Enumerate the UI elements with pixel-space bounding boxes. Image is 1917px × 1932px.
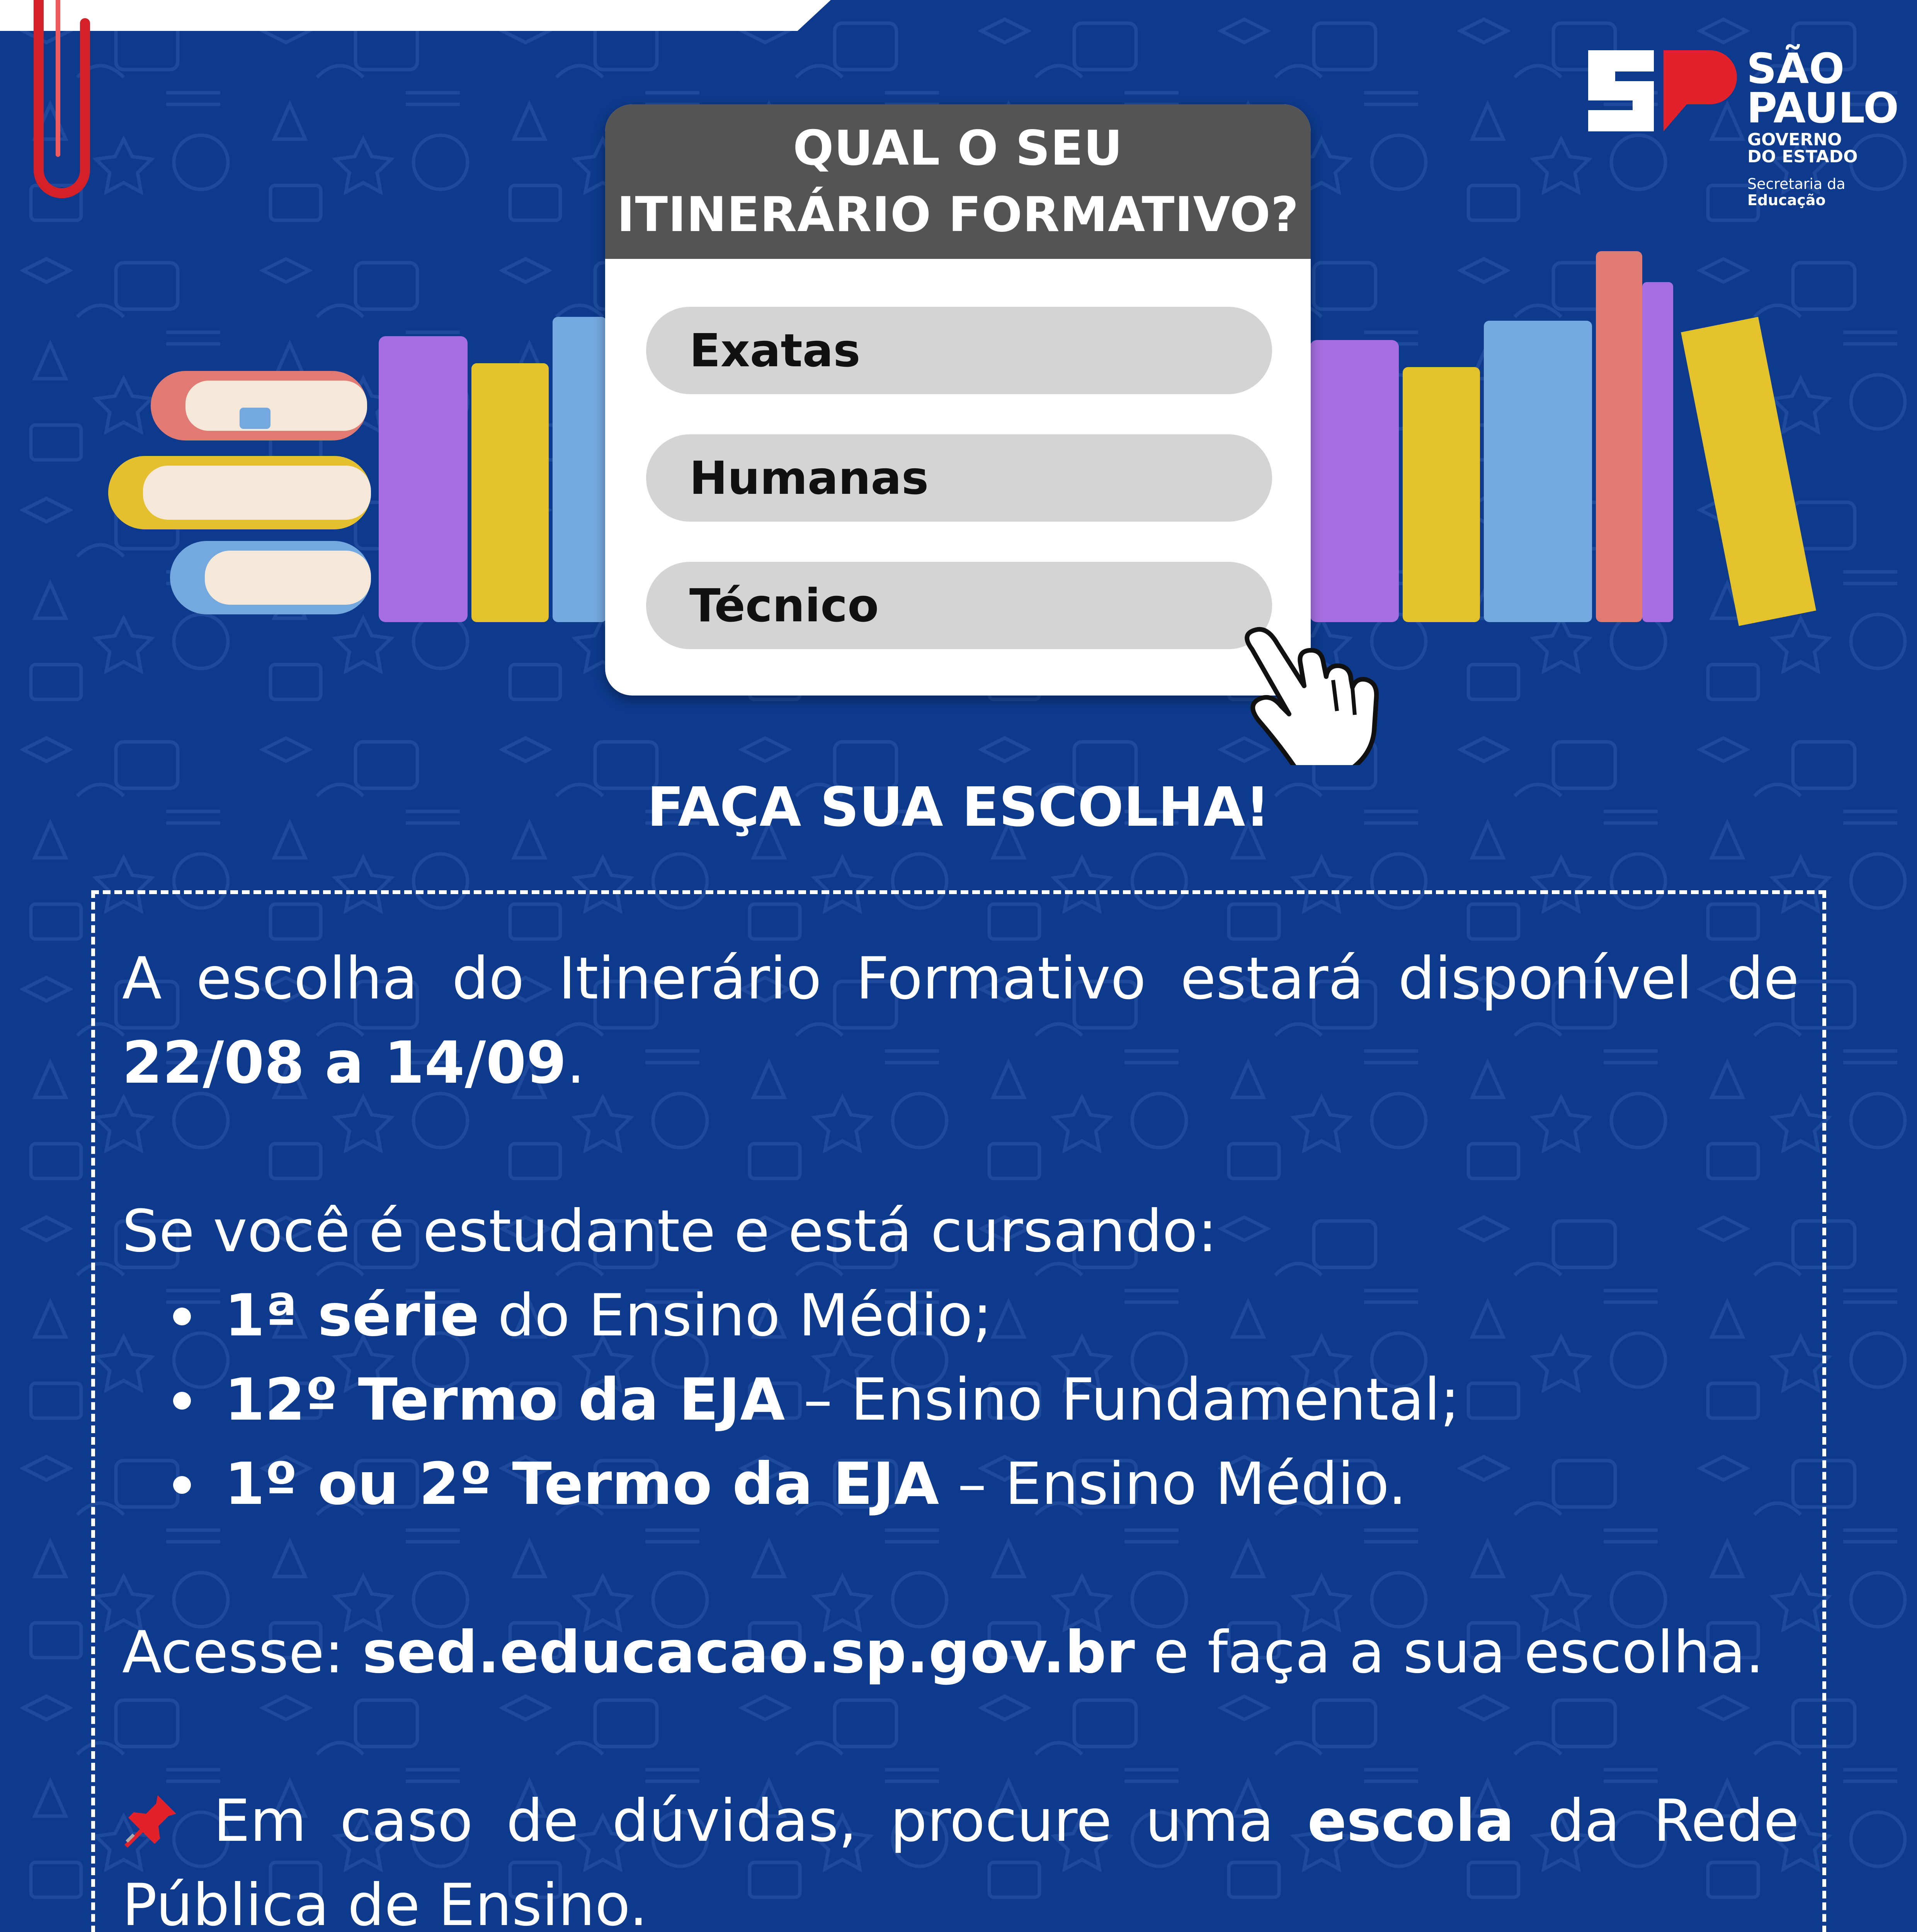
sp-logo-mark-icon <box>1584 46 1739 135</box>
bullet-bold: 1º ou 2º Termo da EJA <box>225 1451 939 1518</box>
bullet-text: – Ensino Fundamental; <box>785 1366 1460 1434</box>
pushpin-icon <box>122 1791 180 1849</box>
quiz-title-line2: ITINERÁRIO FORMATIVO? <box>617 187 1299 243</box>
bullet-bold: 1ª série <box>225 1282 480 1349</box>
quiz-title-line1: QUAL O SEU <box>793 121 1123 176</box>
access-suffix: e faça a sua escolha. <box>1135 1619 1764 1686</box>
logo-do-estado: DO ESTADO <box>1747 147 1858 167</box>
sp-government-logo <box>1584 45 1899 224</box>
info-student-intro: Se você é estudante e está cursando: <box>122 1198 1218 1265</box>
logo-sao: SÃO <box>1747 45 1845 93</box>
doubt-text-end: Pública de Ensino. <box>122 1872 648 1932</box>
quiz-header <box>605 104 1311 259</box>
sed-link[interactable]: sed.educacao.sp.gov.br <box>362 1619 1135 1686</box>
bullet-text: do Ensino Médio; <box>479 1282 992 1349</box>
doubt-rede: da Rede <box>1514 1787 1800 1855</box>
info-box <box>91 890 1826 1932</box>
option-humanas[interactable]: Humanas <box>646 434 1272 522</box>
doubt-text: Em caso de dúvidas, procure uma <box>180 1787 1308 1855</box>
option-tecnico[interactable]: Técnico <box>646 562 1272 649</box>
bullet-text: – Ensino Médio. <box>939 1451 1407 1518</box>
quiz-card <box>605 104 1311 696</box>
eligibility-list <box>122 1274 1799 1526</box>
hand-cursor-icon <box>1237 626 1399 765</box>
info-period: . <box>566 1029 585 1097</box>
bullet-bold: 12º Termo da EJA <box>225 1366 785 1434</box>
list-item <box>122 1274 1799 1358</box>
logo-secretaria: Secretaria da <box>1747 175 1846 192</box>
logo-governo: GOVERNO <box>1747 130 1842 150</box>
stacked-books-icon <box>108 371 371 614</box>
info-text <box>122 937 1799 1932</box>
info-availability-text: A escolha do Itinerário Formativo estará disponível de <box>122 945 1799 1012</box>
top-corner-stripe <box>0 0 831 31</box>
list-item <box>122 1442 1799 1526</box>
info-dates: 22/08 a 14/09 <box>122 1029 567 1097</box>
access-prefix: Acesse: <box>122 1619 362 1686</box>
logo-educacao: Educação <box>1747 192 1826 209</box>
list-item <box>122 1358 1799 1442</box>
cta-heading: FAÇA SUA ESCOLHA! <box>647 776 1270 839</box>
option-exatas[interactable]: Exatas <box>646 307 1272 394</box>
doubt-school: escola <box>1307 1787 1514 1855</box>
paperclip-icon <box>12 0 112 232</box>
logo-paulo: PAULO <box>1747 84 1899 133</box>
